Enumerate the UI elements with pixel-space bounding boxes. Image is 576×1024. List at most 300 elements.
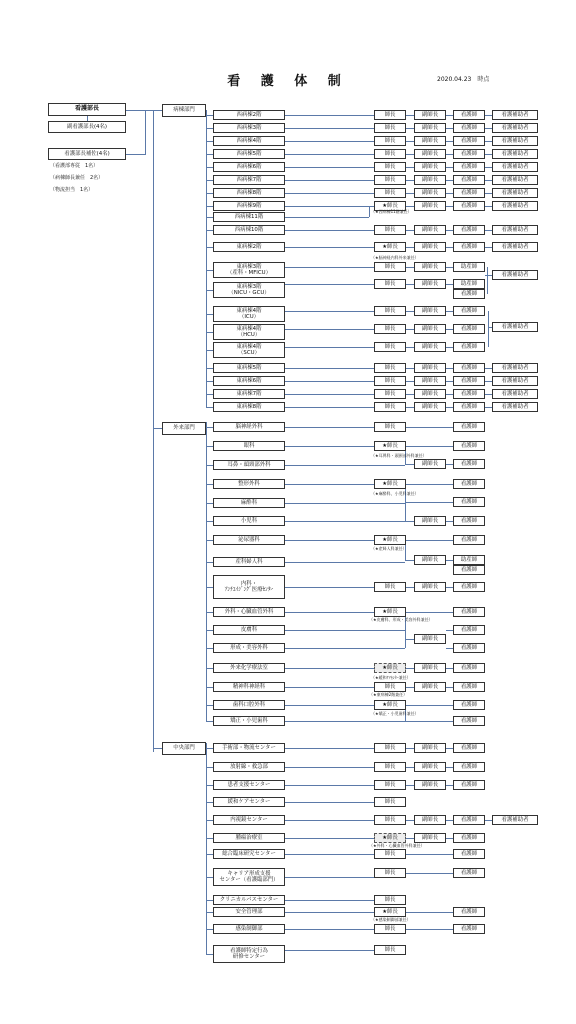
- nurse-box: 看護師: [453, 643, 485, 653]
- deputy-head-nurse-box: 副師長: [414, 555, 446, 565]
- nurse-box: 看護師: [453, 201, 485, 211]
- central-unit-9: 安全管理部: [213, 907, 285, 917]
- head-nurse-box: ★師長: [374, 441, 406, 451]
- connector-line: [206, 115, 213, 116]
- concurrent-note: （★皮膚科、形成・美容外科兼任）: [369, 617, 433, 622]
- central-unit-0: 手術部・物流センター: [213, 743, 285, 753]
- connector-line: [446, 167, 453, 168]
- connector-line: [406, 180, 414, 181]
- connector-line: [206, 206, 213, 207]
- head-nurse-box: 師長: [374, 136, 406, 146]
- connector-line: [206, 503, 213, 504]
- nurse-aide-box: 看護補助者: [492, 188, 538, 198]
- head-nurse-box: 師長: [374, 110, 406, 120]
- connector-line: [406, 347, 414, 348]
- connector-line: [206, 394, 213, 395]
- connector-line: [153, 110, 154, 752]
- outpatient-unit-15: 矯正・小児歯科: [213, 716, 285, 726]
- connector-line: [285, 167, 374, 168]
- assistant-director-box: 看護部長補佐(4名): [48, 148, 126, 160]
- connector-line: [406, 230, 414, 231]
- connector-line: [488, 327, 492, 328]
- central-unit-5: 腫瘍治療室: [213, 833, 285, 843]
- central-unit-11: 看護師特定行為 研修センター: [213, 945, 285, 963]
- connector-line: [446, 347, 453, 348]
- ward-unit-18: 東病棟7階: [213, 389, 285, 399]
- deputy-head-nurse-box: 副師長: [414, 123, 446, 133]
- connector-line: [285, 503, 405, 504]
- connector-line: [406, 929, 453, 930]
- nurse-box: 看護師: [453, 376, 485, 386]
- connector-line: [485, 167, 492, 168]
- connector-line: [446, 668, 453, 669]
- connector-line: [406, 687, 414, 688]
- connector-line: [285, 230, 374, 231]
- connector-line: [446, 128, 453, 129]
- connector-line: [206, 705, 213, 706]
- connector-line: [485, 368, 492, 369]
- connector-line: [153, 428, 162, 429]
- outpatient-unit-3: 整形外科: [213, 479, 285, 489]
- connector-line: [406, 284, 414, 285]
- nurse-box: 看護師: [453, 582, 485, 592]
- outpatient-unit-11: 形成・美容外科: [213, 643, 285, 653]
- head-nurse-box: 師長: [374, 279, 406, 289]
- nurse-aide-box: 看護補助者: [492, 201, 538, 211]
- nurse-aide-box: 看護補助者: [492, 123, 538, 133]
- connector-line: [446, 154, 453, 155]
- central-unit-4: 内視鏡センター: [213, 815, 285, 825]
- connector-line: [446, 407, 453, 408]
- ward-unit-0: 西病棟2階: [213, 110, 285, 120]
- connector-line: [406, 612, 453, 613]
- concurrent-note: （★麻酔科、小児科兼任）: [371, 491, 419, 496]
- nurse-box: 看護師: [453, 625, 485, 635]
- deputy-head-nurse-box: 副師長: [414, 201, 446, 211]
- outpatient-unit-10: 皮膚科: [213, 625, 285, 635]
- deputy-head-nurse-box: 副師長: [414, 162, 446, 172]
- connector-line: [446, 560, 453, 561]
- connector-line: [446, 838, 453, 839]
- connector-line: [369, 206, 370, 217]
- deputy-head-nurse-box: 副師長: [414, 833, 446, 843]
- head-nurse-box: 師長: [374, 149, 406, 159]
- nurse-box: 看護師: [453, 289, 485, 299]
- ward-unit-10: 東病棟2階: [213, 242, 285, 252]
- connector-line: [446, 394, 453, 395]
- head-nurse-box: 師長: [374, 815, 406, 825]
- head-nurse-box: 師長: [374, 682, 406, 692]
- nurse-box: 看護師: [453, 907, 485, 917]
- connector-line: [406, 767, 414, 768]
- concurrent-note: （★感染制御部兼任）: [371, 917, 411, 922]
- ward-unit-15: 東病棟4階 （SCU）: [213, 342, 285, 358]
- connector-line: [446, 381, 453, 382]
- connector-line: [406, 668, 414, 669]
- connector-line: [285, 484, 374, 485]
- connector-line: [406, 394, 414, 395]
- connector-line: [405, 560, 414, 561]
- outpatient-unit-7: 産科婦人科: [213, 557, 285, 567]
- connector-line: [406, 873, 453, 874]
- deputy-head-nurse-box: 副師長: [414, 324, 446, 334]
- head-nurse-box: 師長: [374, 188, 406, 198]
- head-nurse-box: 師長: [374, 780, 406, 790]
- nurse-box: 看護師: [453, 868, 485, 878]
- nurse-box: 看護師: [453, 175, 485, 185]
- connector-line: [206, 217, 213, 218]
- nurse-aide-box: 看護補助者: [492, 162, 538, 172]
- connector-line: [285, 912, 374, 913]
- connector-line: [406, 484, 453, 485]
- connector-line: [285, 877, 374, 878]
- ward-unit-7: 西病棟9階: [213, 201, 285, 211]
- central-unit-8: クリニカルパスセンター: [213, 895, 285, 905]
- head-nurse-box: 師長: [374, 402, 406, 412]
- connector-line: [206, 368, 213, 369]
- connector-line: [206, 785, 213, 786]
- head-nurse-box: 師長: [374, 123, 406, 133]
- deputy-head-nurse-box: 副師長: [414, 743, 446, 753]
- nurse-box: 看護師: [453, 110, 485, 120]
- connector-line: [446, 521, 453, 522]
- concurrent-note: （★産婦人科兼任）: [371, 546, 407, 551]
- connector-line: [485, 193, 492, 194]
- outpatient-unit-9: 外科・心臓血管外科: [213, 607, 285, 617]
- connector-line: [406, 748, 414, 749]
- connector-line: [206, 381, 213, 382]
- nurse-box: 看護師: [453, 402, 485, 412]
- connector-line: [446, 648, 453, 649]
- nurse-box: 看護師: [453, 535, 485, 545]
- outpatient-unit-1: 眼科: [213, 441, 285, 451]
- leadership-note: （病棟師長兼任 2名）: [50, 175, 104, 181]
- nurse-box: 看護師: [453, 716, 485, 726]
- connector-line: [406, 154, 414, 155]
- connector-line: [285, 521, 405, 522]
- connector-line: [446, 267, 453, 268]
- connector-line: [285, 368, 374, 369]
- connector-line: [206, 929, 213, 930]
- connector-line: [285, 115, 374, 116]
- connector-line: [206, 350, 213, 351]
- nurse-box: 看護師: [453, 565, 485, 575]
- connector-line: [406, 141, 414, 142]
- connector-line: [206, 630, 213, 631]
- head-nurse-box: ★師長: [374, 907, 406, 917]
- connector-line: [446, 630, 453, 631]
- head-nurse-box: 師長: [374, 262, 406, 272]
- connector-line: [485, 247, 492, 248]
- nurse-box: 看護師: [453, 700, 485, 710]
- nurse-box: 看護師: [453, 849, 485, 859]
- connector-line: [206, 427, 213, 428]
- head-nurse-box: 師長: [374, 895, 406, 905]
- nurse-aide-box: 看護補助者: [492, 175, 538, 185]
- deputy-head-nurse-box: 副師長: [414, 363, 446, 373]
- connector-line: [87, 116, 88, 121]
- connector-line: [285, 347, 374, 348]
- connector-line: [285, 587, 374, 588]
- connector-line: [206, 290, 213, 291]
- nurse-box: 看護師: [453, 682, 485, 692]
- connector-line: [406, 247, 414, 248]
- head-nurse-box: 師長: [374, 389, 406, 399]
- connector-line: [206, 422, 207, 721]
- connector-line: [206, 128, 213, 129]
- connector-line: [285, 446, 374, 447]
- ward-unit-3: 西病棟5階: [213, 149, 285, 159]
- connector-line: [446, 180, 453, 181]
- head-nurse-box: ★師長: [374, 833, 406, 843]
- connector-line: [206, 484, 213, 485]
- deputy-head-nurse-box: 副師長: [414, 459, 446, 469]
- deputy-head-nurse-box: 副師長: [414, 663, 446, 673]
- connector-line: [406, 820, 414, 821]
- connector-line: [406, 407, 414, 408]
- connector-line: [406, 587, 414, 588]
- central-unit-7: キャリア形成支援 センター（看護臨部門）: [213, 868, 285, 886]
- nurse-box: 看護師: [453, 306, 485, 316]
- nurse-box: 看護師: [453, 149, 485, 159]
- connector-line: [406, 381, 414, 382]
- connector-line: [285, 562, 405, 563]
- connector-line: [285, 427, 374, 428]
- director-box: 看護部長: [48, 103, 126, 116]
- ward-unit-2: 西病棟4階: [213, 136, 285, 146]
- connector-line: [487, 267, 488, 294]
- connector-line: [285, 329, 374, 330]
- connector-line: [206, 247, 213, 248]
- connector-line: [285, 820, 374, 821]
- connector-line: [285, 950, 374, 951]
- connector-line: [206, 900, 213, 901]
- connector-line: [485, 230, 492, 231]
- connector-line: [446, 587, 453, 588]
- connector-line: [406, 311, 414, 312]
- outpatient-unit-8: 内科・ ｱﾝﾁｴｲｼﾞﾝｸﾞ医療ｾﾝﾀｰ: [213, 575, 285, 599]
- connector-line: [446, 687, 453, 688]
- nurse-box: 看護師: [453, 833, 485, 843]
- ward-unit-5: 西病棟7階: [213, 175, 285, 185]
- central-unit-2: 患者支援センター: [213, 780, 285, 790]
- ward-unit-4: 西病棟6階: [213, 162, 285, 172]
- deputy-head-nurse-box: 副師長: [414, 815, 446, 825]
- connector-line: [206, 193, 213, 194]
- head-nurse-box: 師長: [374, 849, 406, 859]
- ward-unit-13: 東病棟4階 （ICU）: [213, 306, 285, 322]
- ward-unit-16: 東病棟5階: [213, 363, 285, 373]
- deputy-head-nurse-box: 副師長: [414, 306, 446, 316]
- concurrent-note: （★緩和ｹｱｾﾝﾀｰ兼任）: [371, 675, 411, 680]
- head-nurse-box: 師長: [374, 225, 406, 235]
- nurse-aide-box: 看護補助者: [492, 149, 538, 159]
- nurse-box: 看護師: [453, 123, 485, 133]
- ward-unit-6: 西病棟8階: [213, 188, 285, 198]
- outpatient-unit-4: 麻酔科: [213, 498, 285, 508]
- head-nurse-box: ★師長: [374, 479, 406, 489]
- deputy-head-nurse-box: 副師長: [414, 279, 446, 289]
- deputy-head-nurse-box: 副師長: [414, 342, 446, 352]
- head-nurse-box: 師長: [374, 363, 406, 373]
- connector-line: [285, 381, 374, 382]
- outpatient-unit-13: 精神科神経科: [213, 682, 285, 692]
- connector-line: [285, 929, 374, 930]
- connector-line: [285, 668, 374, 669]
- connector-line: [206, 587, 213, 588]
- nurse-box: 助産師: [453, 555, 485, 565]
- connector-line: [206, 521, 213, 522]
- connector-line: [206, 332, 213, 333]
- connector-line: [406, 785, 414, 786]
- connector-line: [285, 721, 405, 722]
- connector-line: [206, 838, 213, 839]
- nurse-aide-box: 看護補助者: [492, 815, 538, 825]
- division-0: 病棟部門: [162, 104, 206, 117]
- nurse-aide-box: 看護補助者: [492, 242, 538, 252]
- deputy-head-nurse-box: 副師長: [414, 402, 446, 412]
- nurse-box: 看護師: [453, 459, 485, 469]
- connector-line: [285, 854, 374, 855]
- nurse-box: 看護師: [453, 225, 485, 235]
- date-label: 2020.04.23 時点: [437, 76, 490, 83]
- connector-line: [206, 407, 213, 408]
- head-nurse-box: ★師長: [374, 607, 406, 617]
- nurse-box: 看護師: [453, 441, 485, 451]
- ward-unit-8: 西病棟11階: [213, 212, 285, 222]
- central-unit-1: 放射線・救急部: [213, 762, 285, 772]
- connector-line: [285, 180, 374, 181]
- connector-line: [206, 141, 213, 142]
- connector-line: [285, 206, 374, 207]
- connector-line: [285, 838, 374, 839]
- page-title: 看 護 体 制: [227, 74, 349, 89]
- head-nurse-box: 師長: [374, 924, 406, 934]
- connector-line: [446, 115, 453, 116]
- midwife-box: 助産師: [453, 262, 485, 272]
- leadership-note: （看護部専従 1名）: [50, 163, 99, 169]
- connector-line: [285, 785, 374, 786]
- connector-line: [206, 954, 213, 955]
- nurse-aide-box: 看護補助者: [492, 270, 538, 280]
- connector-line: [446, 311, 453, 312]
- connector-line: [406, 446, 453, 447]
- head-nurse-box: 師長: [374, 324, 406, 334]
- connector-line: [285, 648, 405, 649]
- deputy-head-nurse-box: 副師長: [414, 188, 446, 198]
- head-nurse-box: ★師長: [374, 663, 406, 673]
- connector-line: [446, 329, 453, 330]
- nurse-box: 看護師: [453, 497, 485, 507]
- nurse-box: 看護師: [453, 815, 485, 825]
- ward-unit-17: 東病棟6階: [213, 376, 285, 386]
- deputy-head-nurse-box: 副師長: [414, 682, 446, 692]
- deputy-head-nurse-box: 副師長: [414, 149, 446, 159]
- concurrent-note: （★脳神経内科外来兼任）: [371, 255, 419, 260]
- head-nurse-box: ★師長: [374, 242, 406, 252]
- deputy-head-nurse-box: 副師長: [414, 225, 446, 235]
- connector-line: [285, 154, 374, 155]
- deputy-head-nurse-box: 副師長: [414, 136, 446, 146]
- central-unit-10: 感染制御部: [213, 924, 285, 934]
- connector-line: [206, 877, 213, 878]
- head-nurse-box: 師長: [374, 162, 406, 172]
- connector-line: [406, 705, 453, 706]
- outpatient-unit-2: 耳鼻・頭頸部外科: [213, 460, 285, 470]
- connector-line: [285, 284, 374, 285]
- connector-line: [285, 748, 374, 749]
- deputy-head-nurse-box: 副師長: [414, 175, 446, 185]
- connector-line: [285, 802, 374, 803]
- nurse-box: 看護師: [453, 389, 485, 399]
- outpatient-unit-12: 外来化学療法室: [213, 663, 285, 673]
- deputy-head-nurse-box: 副師長: [414, 582, 446, 592]
- connector-line: [206, 802, 213, 803]
- deputy-head-nurse-box: 副師長: [414, 516, 446, 526]
- connector-line: [406, 206, 414, 207]
- ward-unit-14: 東病棟4階 （HCU）: [213, 324, 285, 340]
- connector-line: [406, 167, 414, 168]
- central-unit-3: 緩和ケアセンター: [213, 797, 285, 807]
- nurse-box: 看護師: [453, 136, 485, 146]
- connector-line: [485, 820, 492, 821]
- connector-line: [405, 521, 414, 522]
- ward-unit-11: 東病棟3階 （産科・MFICU）: [213, 262, 285, 278]
- outpatient-unit-5: 小児科: [213, 516, 285, 526]
- nurse-box: 看護師: [453, 188, 485, 198]
- deputy-director-box: 副看護部長(4名): [48, 121, 126, 133]
- connector-line: [206, 167, 213, 168]
- connector-line: [285, 193, 374, 194]
- connector-line: [405, 502, 453, 503]
- connector-line: [406, 193, 414, 194]
- connector-line: [485, 407, 492, 408]
- connector-line: [406, 854, 453, 855]
- division-2: 中央部門: [162, 742, 206, 755]
- ward-unit-9: 西病棟10階: [213, 225, 285, 235]
- connector-line: [206, 446, 213, 447]
- nurse-box: 看護師: [453, 363, 485, 373]
- head-nurse-box: 師長: [374, 762, 406, 772]
- nurse-aide-box: 看護補助者: [492, 136, 538, 146]
- outpatient-unit-6: 泌尿器科: [213, 535, 285, 545]
- outpatient-unit-0: 脳神経外科: [213, 422, 285, 432]
- nurse-aide-box: 看護補助者: [492, 363, 538, 373]
- deputy-head-nurse-box: 副師長: [414, 262, 446, 272]
- head-nurse-box: 師長: [374, 945, 406, 955]
- connector-line: [406, 427, 453, 428]
- connector-line: [206, 465, 213, 466]
- connector-line: [285, 767, 374, 768]
- connector-line: [206, 154, 213, 155]
- connector-line: [206, 748, 213, 749]
- connector-line: [285, 128, 374, 129]
- connector-line: [206, 668, 213, 669]
- outpatient-unit-14: 歯科口腔外科: [213, 700, 285, 710]
- connector-line: [485, 141, 492, 142]
- head-nurse-box: 師長: [374, 376, 406, 386]
- head-nurse-box: 師長: [374, 306, 406, 316]
- connector-line: [446, 368, 453, 369]
- connector-line: [446, 767, 453, 768]
- nurse-box: 看護師: [453, 479, 485, 489]
- connector-line: [285, 900, 374, 901]
- nurse-box: 看護師: [453, 607, 485, 617]
- connector-line: [406, 128, 414, 129]
- head-nurse-box: ★師長: [374, 201, 406, 211]
- connector-line: [145, 110, 146, 155]
- connector-line: [485, 128, 492, 129]
